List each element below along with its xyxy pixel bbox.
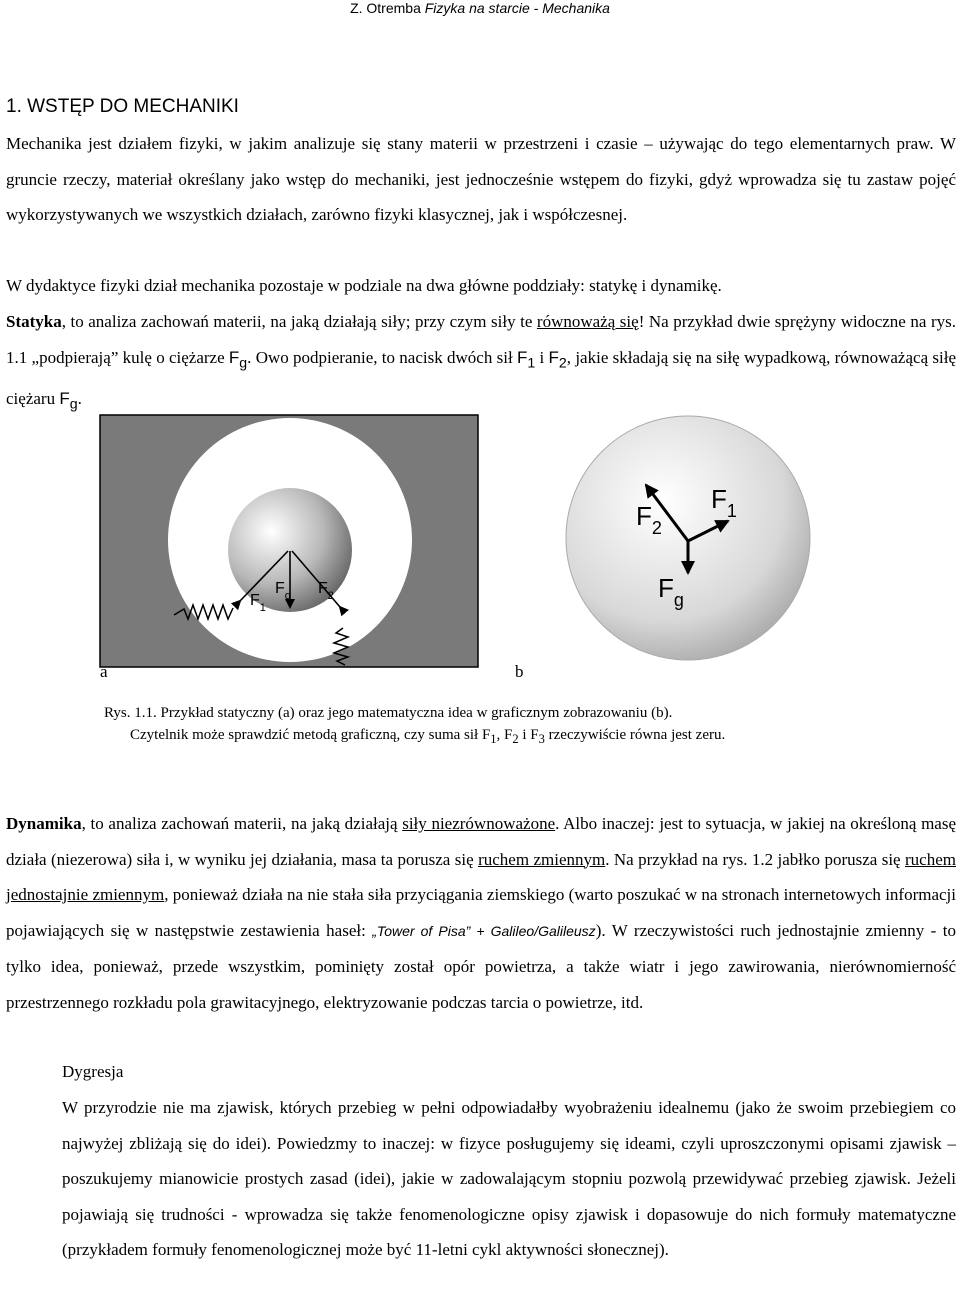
label-a-f1: $F_1$ <box>250 592 266 614</box>
intro-paragraph: Mechanika jest działem fizyki, w jakim analizuje się stany materii w przestrzeni i czasie – używając do tego elementarnych praw. W gruncie rzeczy, materiał określany jako wstęp do mechaniki, jest jednocześnie wstępem do fizyki, gdyż wprowadza się tu zastaw pojęć wykorzystywanych we wszystkich działach, zarówno fizyki klasycznej, jak i współczesnej. <box>6 134 956 224</box>
dynamics-term: Dynamika <box>6 814 82 833</box>
unbalanced-forces-text: siły niezrównoważone <box>402 814 556 833</box>
section-title: 1. WSTĘP DO MECHANIKI <box>6 96 239 117</box>
figure-label-b: b <box>515 662 524 681</box>
dynamics-paragraph: Dynamika, to analiza zachowań materii, na jaką działają siły niezrównoważone. Albo inaczej: jest to sytuacja, w jakiej na określoną masę działa (niezerowa) siła i, w wyniku jej działania, masa ta porusza się ruchem zmiennym. Na przykład na rys. 1.2 jabłko porusza się ruchem jednostajnie zmiennym, ponieważ działa na nie stała siła przyciągania ziemskiego (warto poszukać w na stronach internetowych informacji pojawiających się w następstwie zestawienia haseł: „Tower of Pisa” + Galileo/Galileusz). W rzeczywistości ruch jednostajnie zmienny - to tylko idea, ponieważ, przede wszystkim, pominięty został opór powietrza, a także wiatr i jego zawirowania, nierównomierność przestrzennego rozkładu pola grawitacyjnego, elektryzowanie podczas tarcia o powietrze, itd. <box>6 814 956 1012</box>
figure-1-1-drawing <box>0 405 960 705</box>
statics-paragraph: Statyka, to analiza zachowań materii, na jaką działają siły; przy czym siły te równoważą się! Na przykład dwie sprężyny widoczne na rys. 1.1 „podpierają” kulę o ciężarze $F_g$. Owo podpieranie, to nacisk dwóch sił $F_1$ i $F_2$, jakie składają się na siłę wypadkową, równoważącą siłę ciężaru $F_g$. <box>6 312 956 413</box>
figure-1-1 <box>0 405 960 705</box>
header-author: Z. Otremba <box>350 0 421 16</box>
uniform-variable-motion-text: ruchem jednostajnie zmiennym <box>6 849 956 904</box>
label-a-fg: $F_g$ <box>275 580 291 602</box>
digression-title: Dygresja <box>62 1062 124 1081</box>
label-b-fg: $F_g$ <box>658 573 684 610</box>
ball-b <box>566 416 810 660</box>
label-b-f2: $F_2$ <box>636 501 662 538</box>
header-book-title: Fizyka na starcie - Mechanika <box>424 0 610 16</box>
search-terms: „Tower of Pisa” + Galileo/Galileusz <box>372 922 596 939</box>
variable-motion-text: ruchem zmiennym <box>478 849 606 869</box>
label-b-f1: $F_1$ <box>711 484 737 521</box>
digression-paragraph: W przyrodzie nie ma zjawisk, których przebieg w pełni odpowiadałby wyobrażeniu idealnemu (jako że swoim przebiegiem co najwyżej zbliżają się do idei). Powiedzmy to inaczej: w fizyce posługujemy się ideami, czyli uproszczonymi opisami zjawisk – poszukujemy mianowicie prostych zasad (idei), jakie w zadowalającym stopniu pozwolą przewidywać przebieg zjawisk. Jeżeli pojawiają się trudności - wprowadza się także fenomenologiczne opisy zjawisk i dopasowuje do nich formuły matematyczne (przykładem formuły fenomenologicznej może być 11-letni cykl aktywności słonecznej). <box>62 1098 956 1259</box>
intro-paragraph-2: W dydaktyce fizyki dział mechanika pozostaje w podziale na dwa główne poddziały: statykę i dynamikę. <box>6 276 722 295</box>
figure-label-a: a <box>100 662 108 681</box>
label-a-f2: $F_2$ <box>318 580 334 602</box>
balance-link-text: równoważą się <box>536 312 639 331</box>
statics-term: Statyka <box>6 312 62 331</box>
page-header <box>0 0 960 20</box>
figure-caption: Rys. 1.1. Przykład statyczny (a) oraz jego matematyczna idea w graficznym zobrazowaniu (b). Czytelnik może sprawdzić metodą graficzną, czy suma sił $F_1$, $F_2$ i $F_3$ rzeczywiście równa jest zeru. <box>104 705 726 746</box>
